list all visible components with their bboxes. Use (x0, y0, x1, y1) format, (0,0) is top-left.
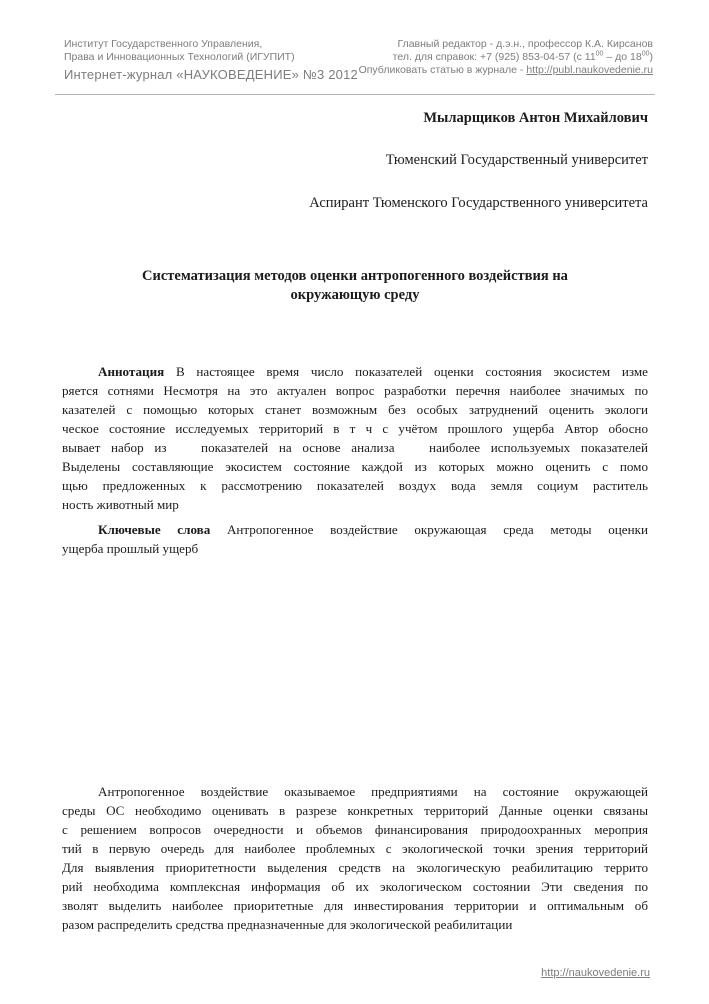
body-line: тий в первую очередь для наиболее проблемных с экологической точки зрения территорий (62, 841, 648, 856)
body-line: рий необходима комплексная информация об их экологическом состоянии Эти сведения по (62, 879, 648, 894)
body-line: Антропогенное воздействие оказываемое предприятиями на состояние окружающей (98, 784, 648, 799)
phone-text-mid: – до 18 (603, 51, 642, 63)
phone-line (359, 51, 653, 64)
article-title (62, 267, 648, 305)
phone-text: тел. для справок: +7 (925) 853-04-57 (с 11 (392, 51, 596, 63)
header-contact-block (359, 38, 653, 77)
body-line: зволят выделить наиболее приоритетные для инвестирования территории и оптимальным об (62, 898, 648, 913)
abstract-line: Выделены составляющие экосистем состояние каждой из которых можно оценить с помо (62, 459, 648, 474)
abstract-line: казателей с помощью которых станет возможным без особых затруднений оценить экологи (62, 402, 648, 417)
journal-title: Интернет-журнал «НАУКОВЕДЕНИЕ» №3 2012 (64, 67, 358, 82)
abstract-label: Аннотация (98, 364, 165, 379)
site-footer-link[interactable]: http://naukovedenie.ru (541, 967, 650, 979)
abstract-line: ность животный мир (62, 497, 179, 512)
article-title-line-1: Систематизация методов оценки антропогенного воздействия на (142, 268, 568, 284)
article-title-line-2: окружающую среду (290, 287, 420, 303)
editor-line: Главный редактор - д.э.н., профессор К.А. Кирсанов (397, 38, 653, 50)
author-position: Аспирант Тюменского Государственного университета (309, 195, 648, 211)
author-block (62, 110, 648, 212)
phone-superscript-open: 00 (595, 50, 604, 58)
body-paragraph (62, 782, 648, 934)
abstract-line: вывает набор из показателей на основе анализа наиболее используемых показателей (62, 440, 648, 455)
page-footer (62, 967, 650, 979)
publish-line (359, 64, 653, 77)
header-divider (55, 94, 655, 95)
abstract-line (62, 362, 648, 381)
institute-line-2: Права и Инновационных Технологий (ИГУПИТ) (64, 51, 295, 63)
abstract-line: ческое состояние исследуемых территорий в т ч с учётом прошлого ущерба Автор обосно (62, 421, 648, 436)
body-line: среды ОС необходимо оценивать в разрезе конкретных территорий Данные оценки связаны (62, 803, 648, 818)
institute-line-1: Институт Государственного Управления, (64, 38, 263, 50)
body-line: с решением вопросов очередности и объемов финансирования природоохранных мероприя (62, 822, 648, 837)
page-header (64, 38, 653, 83)
author-name: Мыларщиков Антон Михайлович (423, 110, 648, 126)
phone-superscript-close: 00 (641, 50, 650, 58)
abstract-line: ряется сотнями Несмотря на это актуален вопрос разработки перечня наиболее значимых по (62, 383, 648, 398)
publish-journal-link[interactable]: http://publ.naukovedenie.ru (526, 64, 653, 76)
body-line: Для выявления приоритетности выделения средств на экологическую реабилитацию террито (62, 860, 648, 875)
keywords-label: Ключевые слова (98, 522, 211, 537)
body-line: разом распределить средства предназначенные для экологической реабилитации (62, 917, 513, 932)
keywords-line (62, 520, 648, 539)
header-institute-block (64, 38, 358, 83)
publish-label: Опубликовать статью в журнале - (358, 64, 527, 76)
author-affiliation: Тюменский Государственный университет (385, 152, 648, 168)
keywords-line-text: Антропогенное воздействие окружающая среда методы оценки (210, 522, 648, 537)
phone-text-end: ) (649, 51, 653, 63)
keywords-line: ущерба прошлый ущерб (62, 541, 199, 556)
abstract-paragraph (62, 362, 648, 514)
keywords-paragraph (62, 520, 648, 558)
abstract-line: щью предложенных к рассмотрению показателей воздух вода земля социум раститель (62, 478, 648, 493)
abstract-line-text: В настоящее время число показателей оценки состояния экосистем изме (164, 364, 648, 379)
